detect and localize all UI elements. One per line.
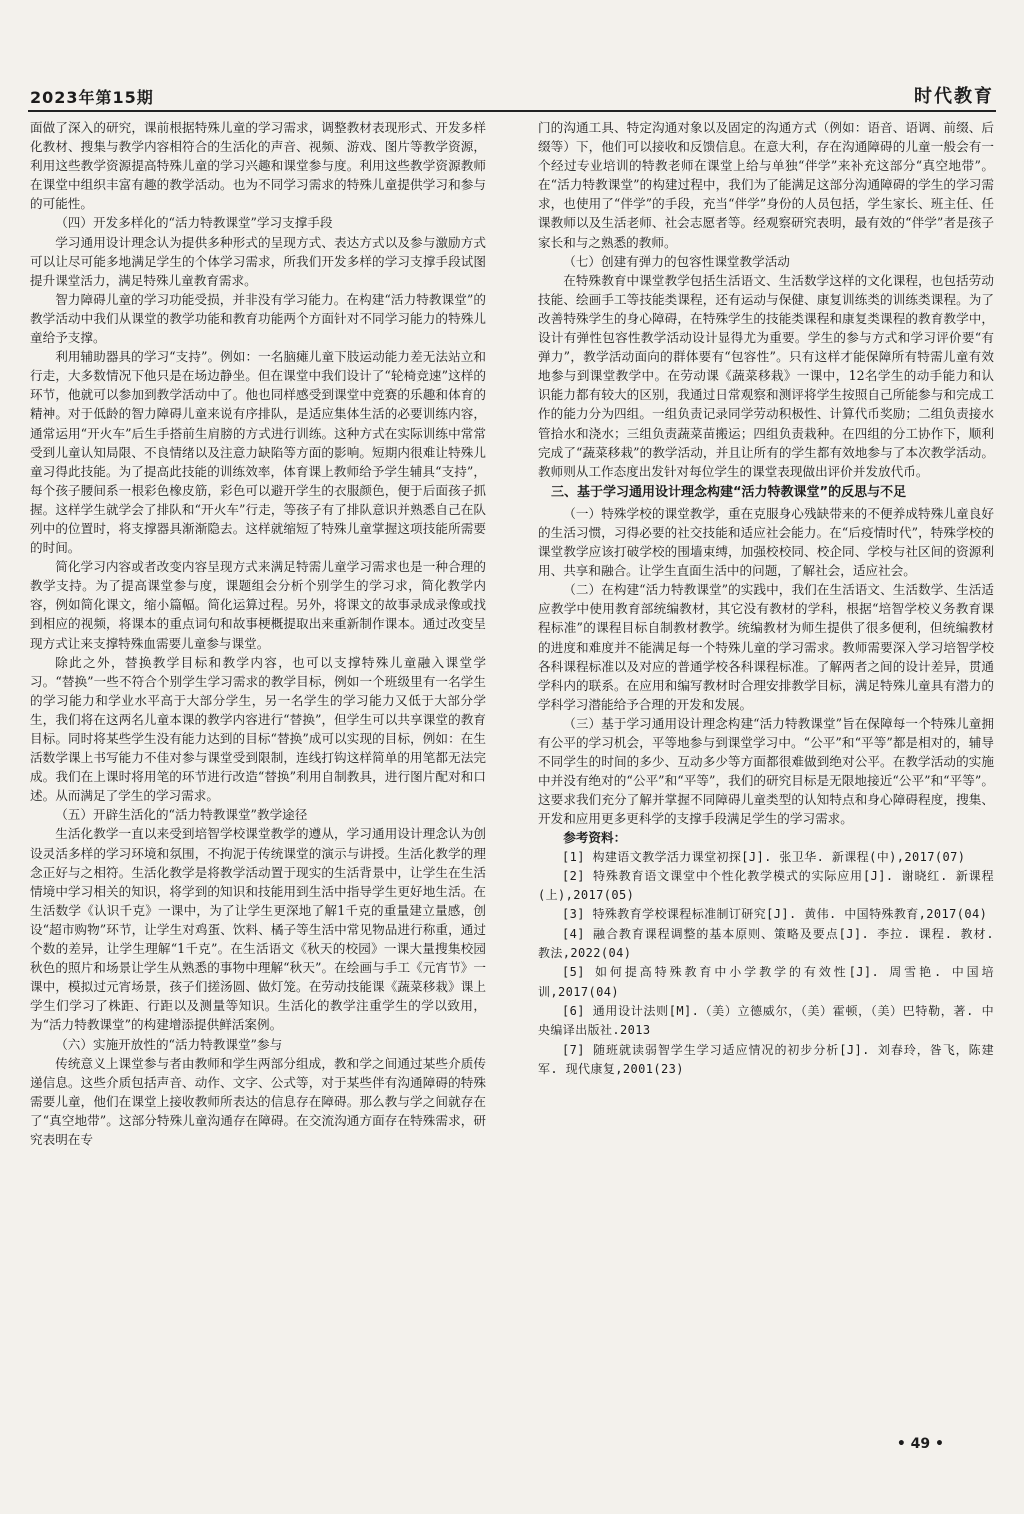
page-number: • 49 • [896,1436,944,1452]
references-heading: 参考资料： [563,830,627,846]
body-paragraph: （三）基于学习通用设计理念构建“活力特教课堂”旨在保障每一个特殊儿童拥有公平的学习机会，平等地参与到课堂学习中。“公平”和“平等”都是相对的，辅导不同学生的时间的多少、互动多少等方面都很难做到绝对公平。在教学活动的实施中并没有绝对的“公平”和“平等”，我们的研究目标是无限地接近“公平”和“平等”。这要求我们充分了解并掌握不同障碍儿童类型的认知特点和身心障碍程度，搜集、开发和应用更多更科学的支撑手段满足学生的学习需求。 [538,715,994,827]
reference-item: [5] 如何提高特殊教育中小学教学的有效性[J]. 周雪艳. 中国培训,2017(04) [538,965,994,999]
body-paragraph: 除此之外，替换教学目标和教学内容，也可以支撑特殊儿童融入课堂学习。“替换”一些不符合个别学生学习需求的教学目标，例如一个班级里有一名学生的学习能力和学业水平高于大部分学生，另一名学生的学习能力又低于大部分学生，我们将在这两名儿童本课的教学内容进行“替换”，但学生可以共享课堂的教育目标。同时将某些学生没有能力达到的目标“替换”成可以实现的目标，例如：在生活数学课上书写能力不佳对参与课堂受到限制，连线打钩这样简单的用笔都无法完成。我们在上课时将用笔的环节进行改造“替换”利用自制教具，进行图片配对和口述。从而满足了学生的学习需求。 [30,654,486,804]
right-column-body [538,118,994,828]
major-heading: 三、基于学习通用设计理念构建“活力特教课堂”的反思与不足 [551,484,907,500]
section-heading: （四）开发多样化的“活力特教课堂”学习支撑手段 [55,215,333,231]
body-paragraph: （二）在构建“活力特教课堂”的实践中，我们在生活语文、生活数学、生活适应教学中使用教育部统编教材，其它没有教材的学科，根据“培智学校义务教育课程标准”的课程目标自制教材教学。统编教材为师生提供了很多便利，但统编教材的进度和难度并不能满足每一个特殊儿童的学习需求。教师需要深入学习培智学校各科课程标准以及对应的普通学校各科课程标准。了解两者之间的设计差异，贯通学科内的联系。在应用和编写教材时合理安排教学目标，满足特殊儿童具有潜力的学科学习潜能给予合理的开发和发展。 [538,582,994,712]
section-heading: （七）创建有弹力的包容性课堂教学活动 [563,253,790,269]
journal-title: 时代教育 [914,86,994,107]
references-list [538,848,994,1080]
reference-item: [3] 特殊教育学校课程标准制订研究[J]. 黄伟. 中国特殊教育,2017(04) [562,907,988,922]
running-header [30,74,994,108]
reference-item: [4] 融合教育课程调整的基本原则、策略及要点[J]. 李拉. 课程. 教材. 教法,2022(04) [538,926,994,961]
body-paragraph: 简化学习内容或者改变内容呈现方式来满足特需儿童学习需求也是一种合理的教学支持。为了提高课堂参与度，课题组会分析个别学生的学习求，简化教学内容，例如简化课文，缩小篇幅。简化运算过程。另外，将课文的故事录成录像或找到相应的视频，将课本的重点词句和故事梗概提取出来重新制作课本。通过改变呈现方式让来支撑特殊血需要儿童参与课堂。 [30,559,486,651]
body-paragraph: 传统意义上课堂参与者由教师和学生两部分组成，教和学之间通过某些介质传递信息。这些介质包括声音、动作、文字、公式等，对于某些伴有沟通障碍的特殊需要儿童，他们在课堂上接收教师所表达的信息存在障碍。那么教与学之间就存在了“真空地带”。这部分特殊儿童沟通存在障碍。在交流沟通方面存在特殊需求，研究表明在专 [30,1055,486,1147]
left-column [30,118,486,1149]
body-paragraph: 利用辅助器具的学习“支持”。例如：一名脑瘫儿童下肢运动能力差无法站立和行走，大多数情况下他只是在场边静坐。但在课堂中我们设计了“轮椅竞速”这样的环节，他就可以参加到教学活动中了。他也同样感受到课堂中竞赛的乐趣和体育的精神。对于低龄的智力障碍儿童来说有序排队，是适应集体生活的必要训练内容，通常运用“开火车”后生手搭前生肩膀的方式进行训练。这种方式在实际训练中常常受到儿童认知局限、不良情绪以及注意力缺陷等方面的影响。短期内很难让特殊儿童习得此技能。为了提高此技能的训练效率，体育课上教师给予学生辅具“支持”，每个孩子腰间系一根彩色橡皮筋，彩色可以避开学生的衣服颜色，便于后面孩子抓握。这样学生就学会了排队和“开火车”行走，等孩子有了排队意识并熟悉自己在队列中的位置时，将支撑器具渐渐隐去。这样就缩短了特殊儿童掌握这项技能所需要的时间。 [30,349,486,556]
body-paragraph: 智力障碍儿童的学习功能受损，并非没有学习能力。在构建“活力特教课堂”的教学活动中我们从课堂的教学功能和教育功能两个方面针对不同学习能力的特殊儿童给予支撑。 [30,291,486,346]
reference-item: [2] 特殊教育语文课堂中个性化教学模式的实际应用[J]. 谢晓红. 新课程(上),2017(05) [538,868,994,903]
body-paragraph: 门的沟通工具、特定沟通对象以及固定的沟通方式（例如：语音、语调、前缀、后缀等）下，他们可以接收和反馈信息。在意大利，存在沟通障碍的儿童一般会有一个经过专业培训的特教老师在课堂上给与单独“伴学”来补充这部分“真空地带”。在“活力特教课堂”的构建过程中，我们为了能满足这部分沟通障碍的学生的学习需求，也使用了“伴学”的手段，充当“伴学”身份的人员包括，学生家长、班主任、任课教师以及生活老师、社会志愿者等。经观察研究表明，最有效的“伴学”者是孩子家长和与之熟悉的教师。 [538,120,994,250]
reference-item: [1] 构建语文教学活力课堂初探[J]. 张卫华. 新课程(中),2017(07) [562,849,966,864]
body-paragraph: 学习通用设计理念认为提供多种形式的呈现方式、表达方式以及参与激励方式可以让尽可能多地满足学生的个体学习需求，所我们开发多样的学习支撑手段试图提升课堂活力，满足特殊儿童教育需求。 [30,234,486,288]
reference-item: [6] 通用设计法则[M].（美）立德威尔，（美）霍顿，（美）巴特勒，著. 中央编译出版社.2013 [538,1003,994,1038]
right-column [538,118,994,1079]
header-rule [28,110,996,112]
section-heading: （六）实施开放性的“活力特教课堂”参与 [55,1036,283,1052]
body-paragraph: 在特殊教育中课堂教学包括生活语文、生活数学这样的文化课程，也包括劳动技能、绘画手工等技能类课程，还有运动与保健、康复训练类的训练类课程。为了改善特殊学生的身心障碍，在特殊学生的技能类课程和康复类课程的教育教学中，设计有弹性包容性教学活动设计显得尤为重要。学生的参与方式和学习评价要“有弹力”，教学活动面向的群体要有“包容性”。只有这样才能保障所有特需儿童有效地参与到课堂教学中。在劳动课《蔬菜移栽》一课中，12名学生的动手能力和认识能力都有较大的区别，我通过日常观察和测评将学生按照自己所能参与和完成工作的能力分为四组。一组负责记录同学劳动积极性、计算代币奖励；二组负责接水管拾水和浇水；三组负责蔬菜苗搬运；四组负责栽种。在四组的分工协作下，顺利完成了“蔬菜移栽”的教学活动，并且让所有的学生都有效地参与了本次教学活动。教师则从工作态度出发针对每位学生的课堂表现做出评价并发放代币。 [538,272,994,479]
body-paragraph: （一）特殊学校的课堂教学，重在克服身心残缺带来的不便养成特殊儿童良好的生活习惯，习得必要的社交技能和适应社会能力。在“后疫情时代”，特殊学校的课堂教学应该打破学校的围墙束缚，加强校校同、校企同、学校与社区间的资源利用、共享和融合。让学生直面生活中的问题，了解社会，适应社会。 [538,505,994,579]
section-heading: （五）开辟生活化的“活力特教课堂”教学途径 [55,807,308,823]
body-paragraph: 生活化教学一直以来受到培智学校课堂教学的遵从，学习通用设计理念认为创设灵活多样的学习环境和氛围，不拘泥于传统课堂的演示与讲授。生活化教学的理念正好与之相符。生活化教学是将教学活动置于现实的生活背景中，让学生在生活情境中学习相关的知识，将学到的知识和技能用到生活中指导学生更好地生活。在生活数学《认识千克》一课中，为了让学生更深地了解1千克的重量建立量感，创设“超市购物”环节，让学生对鸡蛋、饮料、橘子等生活中常见物品进行称重，通过个数的差异，让学生理解“1千克”。在生活语文《秋天的校园》一课大量搜集校园秋色的照片和场景让学生从熟悉的事物中理解“秋天”。在绘画与手工《元宵节》一课中，模拟过元宵场景，孩子们搓汤圆、做灯笼。在劳动技能课《蔬菜移栽》课上学生们学习了株距、行距以及测量等知识。生活化的教学注重学生的学以致用，为“活力特教课堂”的构建增添提供鲜活案例。 [30,826,486,1033]
reference-item: [7] 随班就读弱智学生学习适应情况的初步分析[J]. 刘春玲，昝飞，陈建军. 现代康复,2001(23) [538,1042,994,1076]
body-paragraph: 面做了深入的研究，课前根据特殊儿童的学习需求，调整教材表现形式、开发多样化教材、搜集与教学内容相符合的生活化的声音、视频、游戏、图片等教学资源，利用这些教学资源提高特殊儿童的学习兴趣和课堂参与度。利用这些教学资源教师在课堂中组织丰富有趣的教学活动。也为不同学习需求的特殊儿童提供学习和参与的可能性。 [30,120,486,212]
issue-label: 2023年第15期 [30,88,154,107]
